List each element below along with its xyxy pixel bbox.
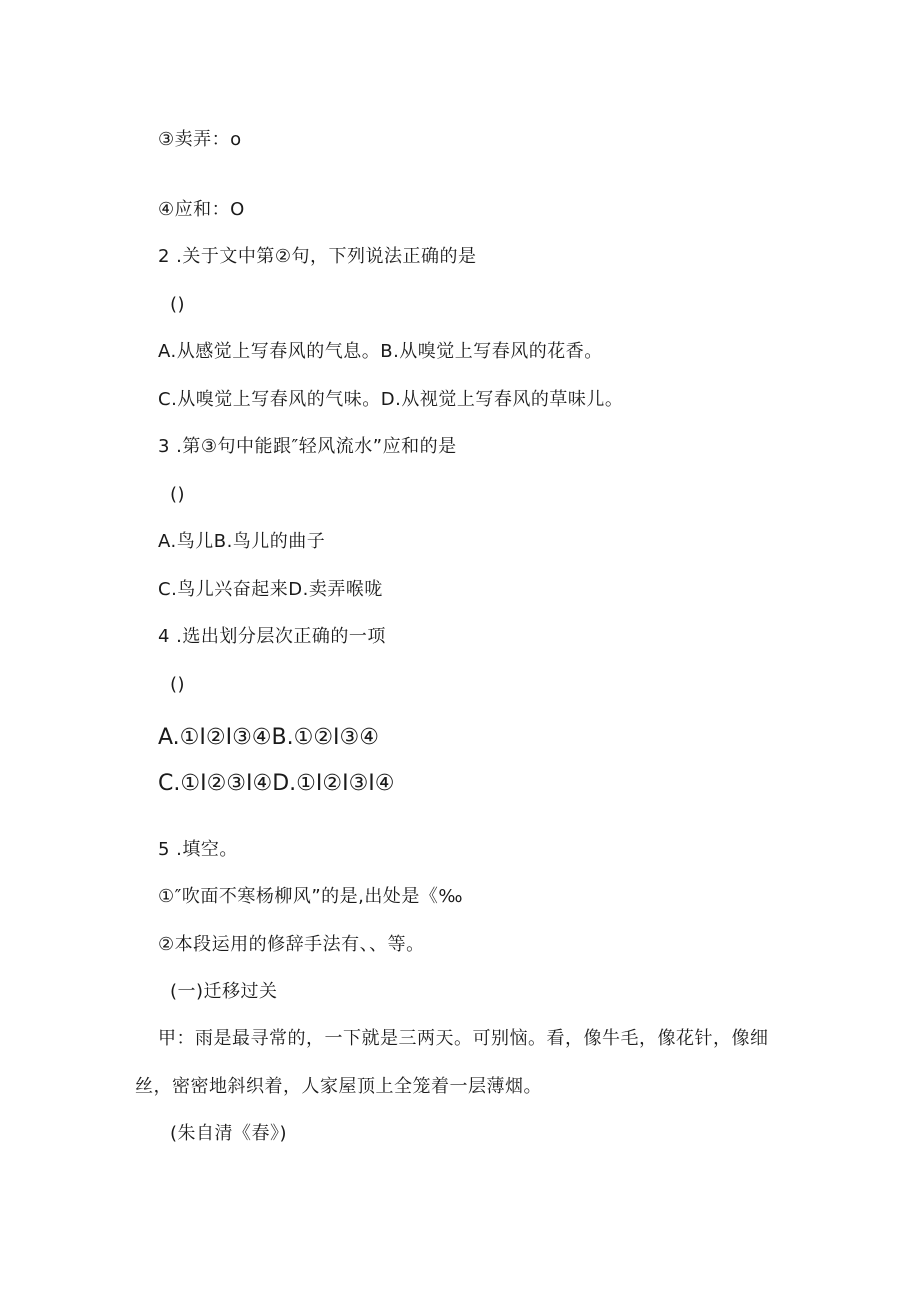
- fill-blank-2: ②本段运用的修辞手法有、、等。: [158, 934, 425, 955]
- passage-line-2: 丝，密密地斜织着，人家屋顶上全笼着一层薄烟。: [135, 1076, 542, 1097]
- question-3: 3 .第③句中能跟″轻风流水”应和的是: [158, 436, 457, 457]
- question-5: 5 .填空。: [158, 839, 238, 860]
- passage-line-1: 甲：雨是最寻常的，一下就是三两天。可别恼。看，像牛毛，像花针，像细: [158, 1028, 769, 1049]
- fill-blank-1: ①″吹面不寒杨柳风”的是,出处是《‰: [158, 886, 464, 907]
- options-4-ab: A.①I②I③④B.①②I③④: [158, 725, 379, 750]
- options-3-cd: C.鸟儿兴奋起来D.卖弄喉咙: [158, 579, 383, 600]
- answer-bracket-4: (): [170, 674, 186, 695]
- answer-bracket-3: (): [170, 484, 186, 505]
- item-4-yinghe: ④应和：O: [158, 199, 245, 220]
- options-2-cd: C.从嗅觉上写春风的气味。D.从视觉上写春风的草味儿。: [158, 389, 624, 410]
- answer-bracket-2: (): [170, 294, 186, 315]
- options-3-ab: A.鸟儿B.鸟儿的曲子: [158, 531, 326, 552]
- passage-source: (朱自清《春》): [170, 1123, 288, 1144]
- section-heading: (一)迁移过关: [170, 981, 278, 1002]
- options-2-ab: A.从感觉上写春风的气息。B.从嗅觉上写春风的花香。: [158, 341, 603, 362]
- item-3-maino: ③卖弄：o: [158, 129, 242, 150]
- options-4-cd: C.①I②③I④D.①I②I③I④: [158, 771, 395, 796]
- question-2: 2 .关于文中第②句，下列说法正确的是: [158, 246, 477, 267]
- question-4: 4 .选出划分层次正确的一项: [158, 626, 386, 647]
